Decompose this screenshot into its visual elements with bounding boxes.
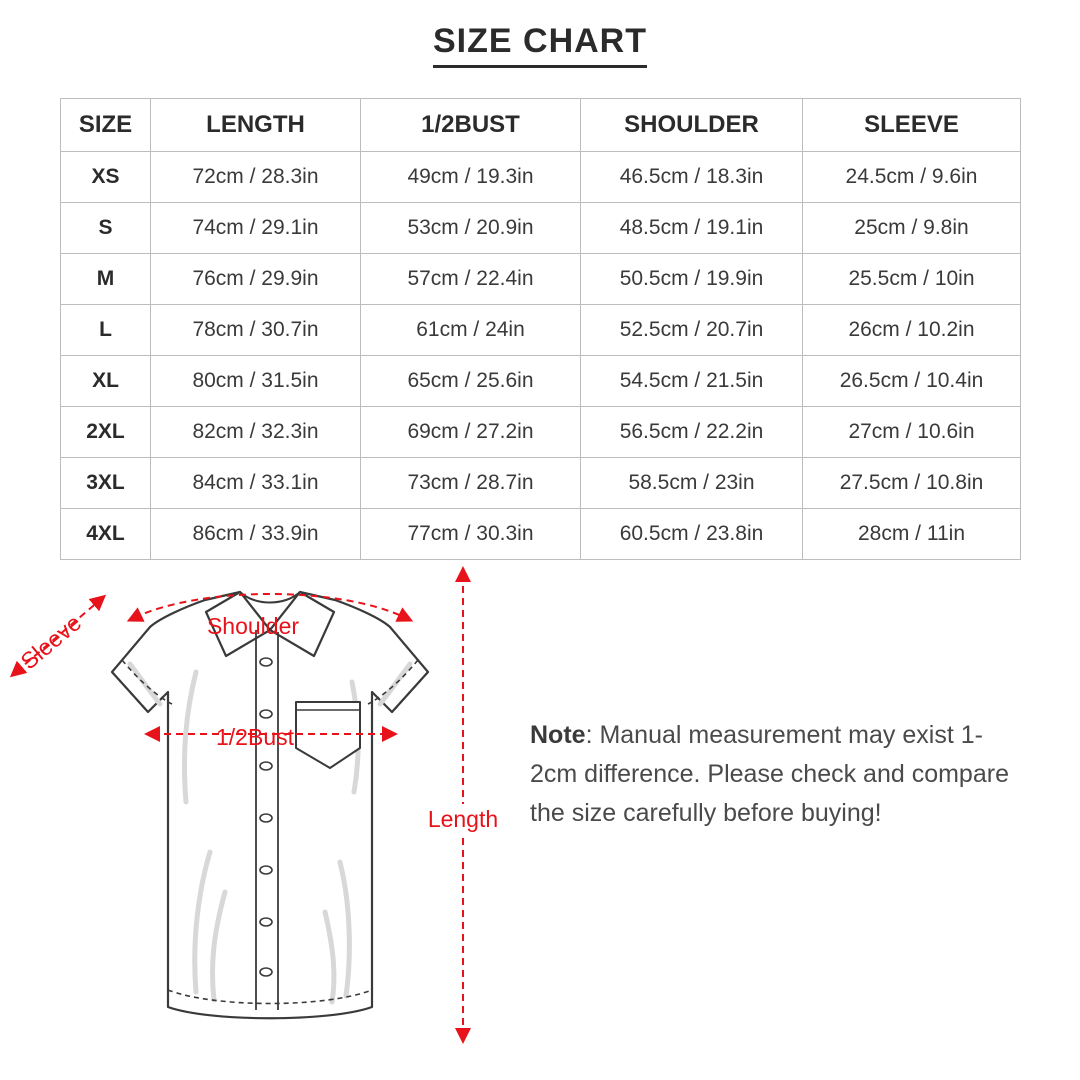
cell-size: 4XL [61,509,151,560]
shirt-illustration [112,592,428,1018]
cell-shoulder: 46.5cm / 18.3in [581,152,803,203]
cell-length: 78cm / 30.7in [151,305,361,356]
cell-half-bust: 57cm / 22.4in [361,254,581,305]
cell-half-bust: 53cm / 20.9in [361,203,581,254]
cell-size: XS [61,152,151,203]
cell-length: 86cm / 33.9in [151,509,361,560]
cell-sleeve: 28cm / 11in [803,509,1021,560]
cell-length: 84cm / 33.1in [151,458,361,509]
cell-sleeve: 24.5cm / 9.6in [803,152,1021,203]
cell-sleeve: 25cm / 9.8in [803,203,1021,254]
shoulder-label: Shoulder [206,613,300,639]
column-header-length: LENGTH [151,99,361,152]
cell-shoulder: 54.5cm / 21.5in [581,356,803,407]
cell-sleeve: 26.5cm / 10.4in [803,356,1021,407]
cell-half-bust: 77cm / 30.3in [361,509,581,560]
cell-shoulder: 52.5cm / 20.7in [581,305,803,356]
cell-size: M [61,254,151,305]
half-bust-label: 1/2Bust [216,724,294,750]
note-text: : Manual measurement may exist 1-2cm difference. Please check and compare the size carefully before buying! [530,721,1009,827]
note-prefix: Note [530,721,586,749]
column-header-half-bust: 1/2BUST [361,99,581,152]
cell-shoulder: 50.5cm / 19.9in [581,254,803,305]
sleeve-label: Sleeve [15,609,87,675]
column-header-shoulder: SHOULDER [581,99,803,152]
column-header-sleeve: SLEEVE [803,99,1021,152]
cell-half-bust: 49cm / 19.3in [361,152,581,203]
cell-shoulder: 58.5cm / 23in [581,458,803,509]
table-row [61,152,1021,203]
cell-size: 3XL [61,458,151,509]
cell-sleeve: 27.5cm / 10.8in [803,458,1021,509]
table-row [61,356,1021,407]
cell-length: 76cm / 29.9in [151,254,361,305]
cell-shoulder: 56.5cm / 22.2in [581,407,803,458]
cell-length: 80cm / 31.5in [151,356,361,407]
cell-length: 74cm / 29.1in [151,203,361,254]
table-row [61,458,1021,509]
cell-sleeve: 27cm / 10.6in [803,407,1021,458]
length-label: Length [427,806,499,832]
size-chart-table [60,98,1021,560]
page-title [0,22,1080,68]
table-header-row [61,99,1021,152]
cell-half-bust: 69cm / 27.2in [361,407,581,458]
measurement-note [530,716,1030,832]
cell-size: S [61,203,151,254]
cell-sleeve: 26cm / 10.2in [803,305,1021,356]
garment-measurement-diagram [0,552,540,1072]
cell-size: L [61,305,151,356]
cell-half-bust: 73cm / 28.7in [361,458,581,509]
table-row [61,203,1021,254]
cell-shoulder: 60.5cm / 23.8in [581,509,803,560]
cell-length: 82cm / 32.3in [151,407,361,458]
cell-size: XL [61,356,151,407]
table-row [61,254,1021,305]
size-chart-table-wrapper [60,98,1020,560]
cell-half-bust: 61cm / 24in [361,305,581,356]
cell-shoulder: 48.5cm / 19.1in [581,203,803,254]
cell-size: 2XL [61,407,151,458]
table-row [61,305,1021,356]
cell-half-bust: 65cm / 25.6in [361,356,581,407]
cell-sleeve: 25.5cm / 10in [803,254,1021,305]
column-header-size: SIZE [61,99,151,152]
page-title-text: SIZE CHART [433,22,647,68]
table-row [61,407,1021,458]
cell-length: 72cm / 28.3in [151,152,361,203]
